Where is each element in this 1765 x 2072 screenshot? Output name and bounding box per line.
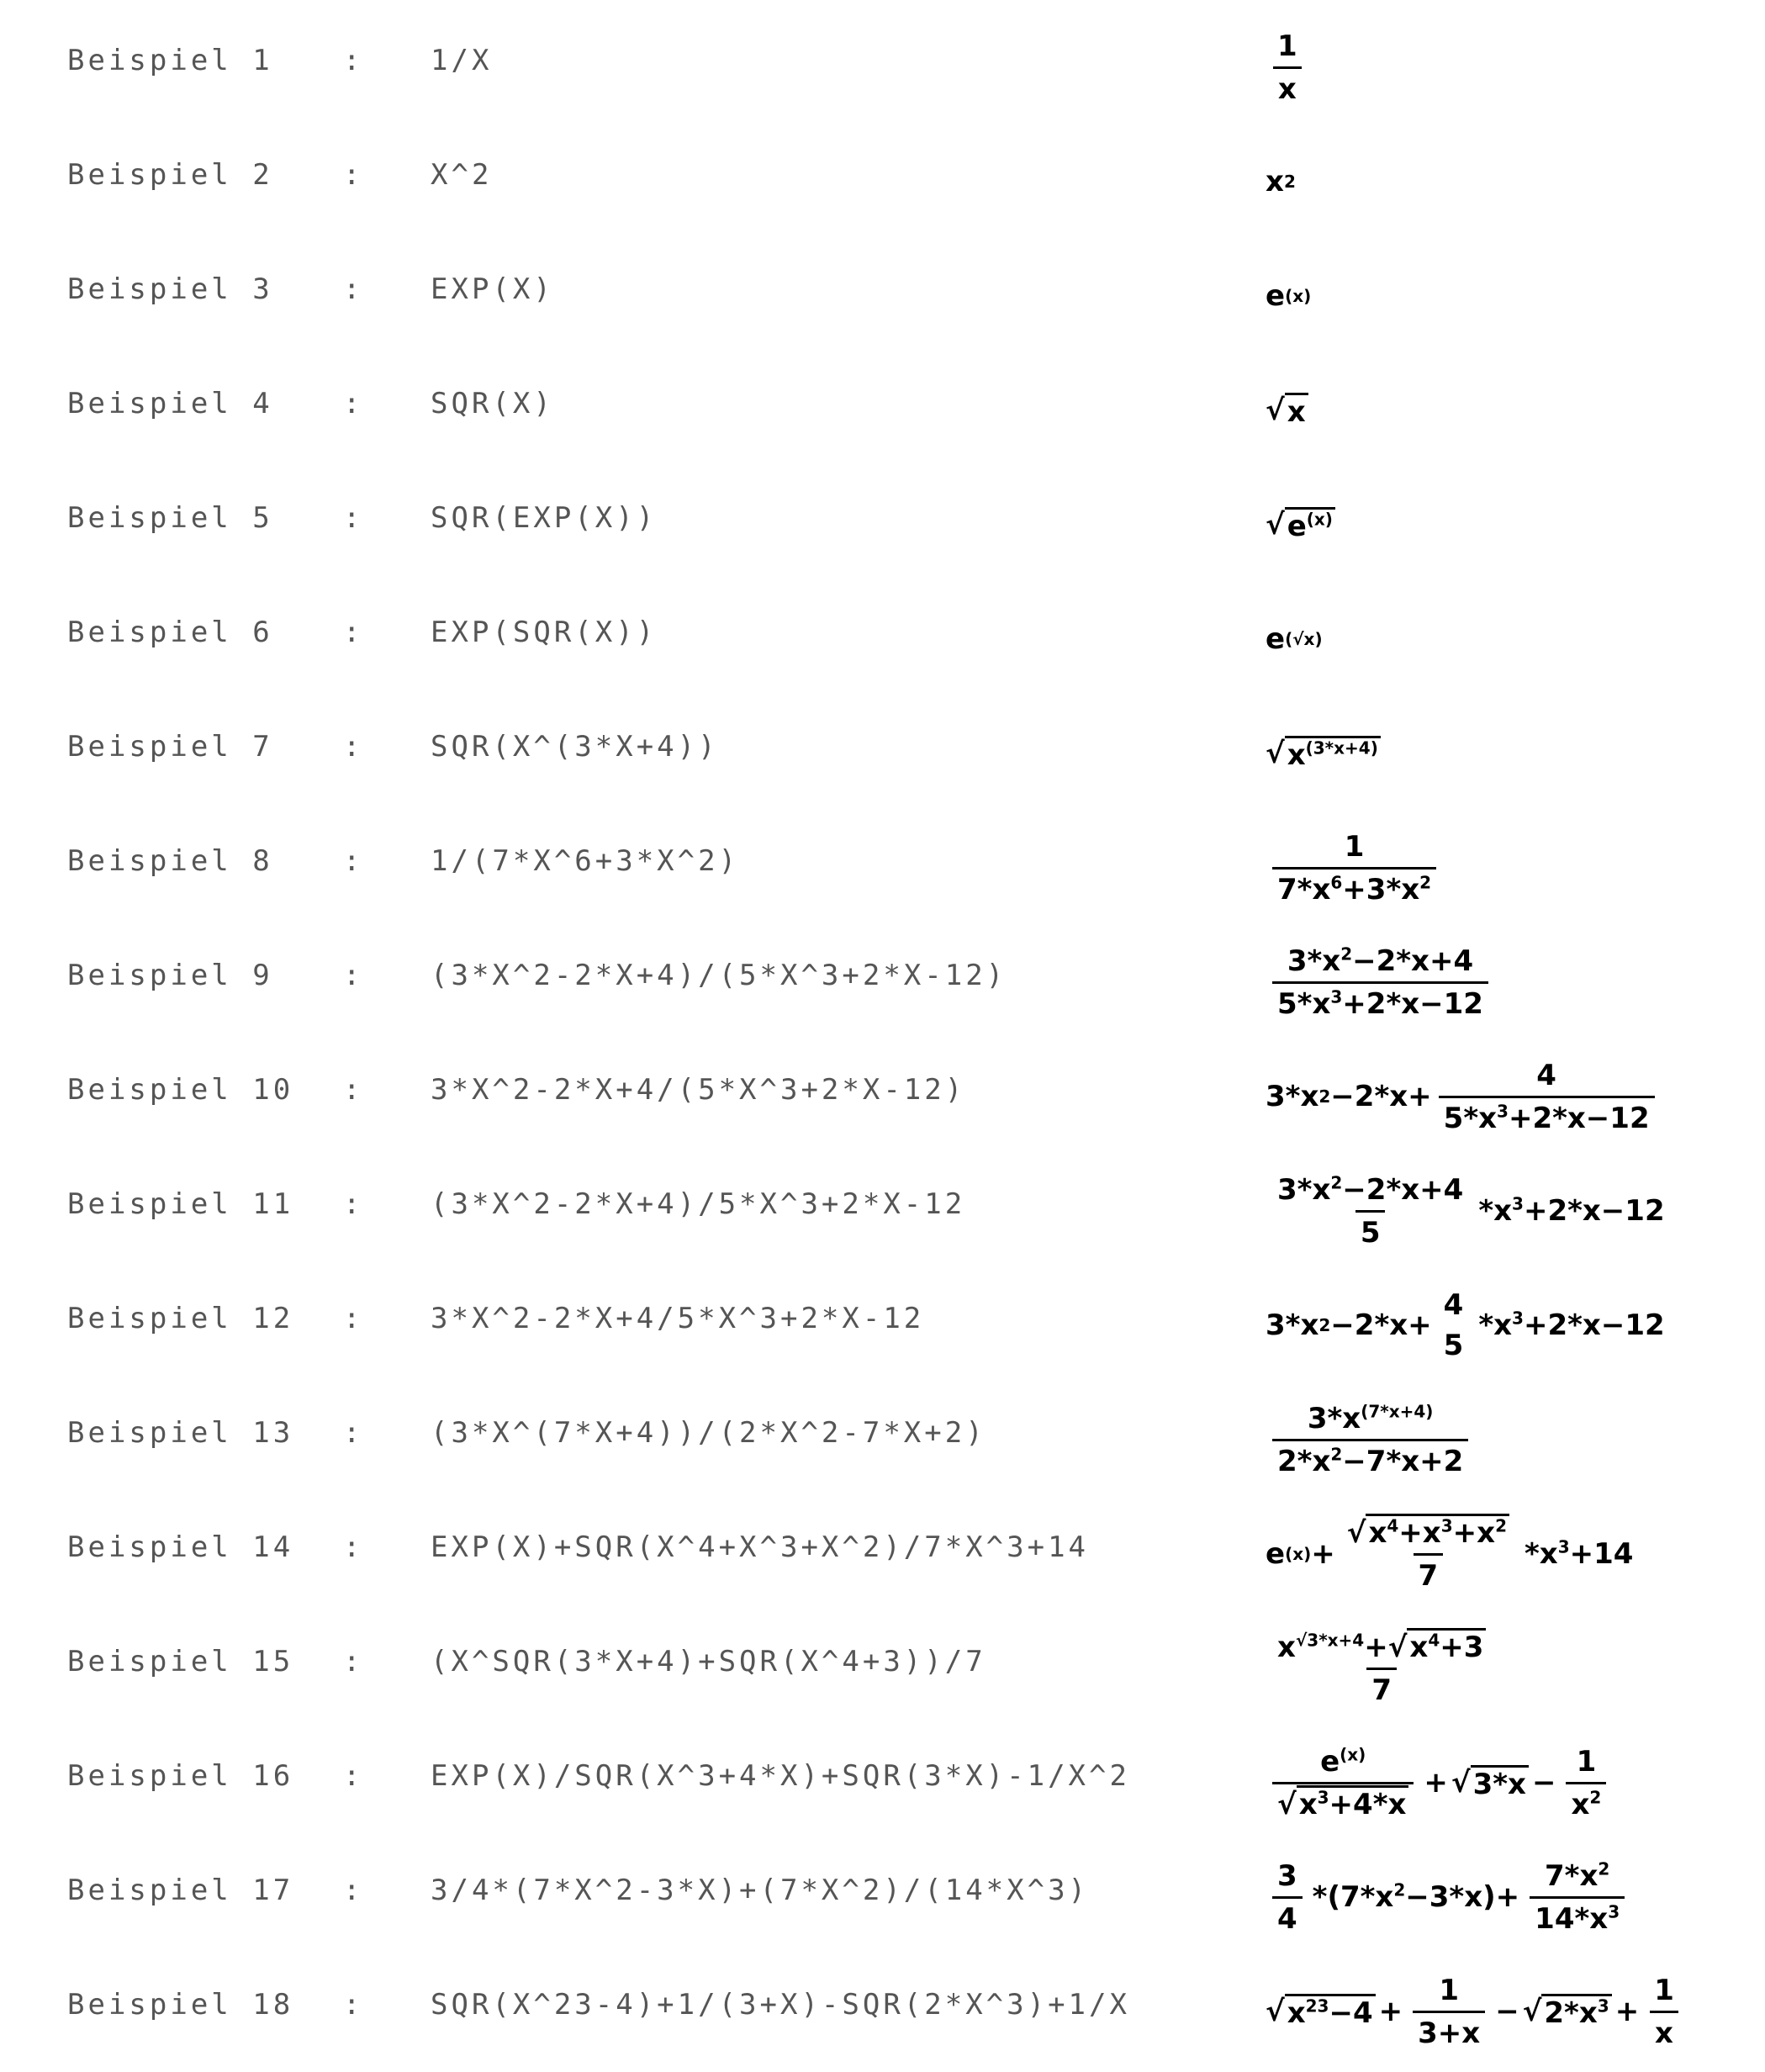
colon: : [343,1988,364,2022]
radical-sign: √ [1346,1515,1366,1550]
rendered-formula: 3*x 2 −2*x+ 4 5 $*x^3+2*x-12$ [1266,1288,1665,1362]
example-row [0,468,1765,582]
colon: : [343,959,364,992]
numerator: $3*x^2-2*x+4$ [1277,1172,1464,1207]
fraction [1439,1059,1655,1135]
fraction [1342,1516,1514,1593]
input-expression: (3*X^2-2*X+4)/(5*X^3+2*X-12) [431,959,1007,992]
radical-sign: √ [1277,1787,1297,1821]
formula-tail: $*x^3+14$ [1524,1536,1634,1571]
fraction [1272,1631,1491,1707]
fraction [1649,1974,1679,2050]
example-row [0,1840,1765,1954]
input-expression: (3*X^2-2*X+4)/5*X^3+2*X-12 [431,1187,966,1221]
example-label: Beispiel 18 [67,1988,294,2022]
example-label: Beispiel 2 [67,158,273,192]
formula-middle: $*(7*x^2-3*x)+$ [1312,1879,1520,1914]
fraction [1272,944,1488,1021]
radical-sign: √ [1451,1766,1471,1800]
radical-sign: √ [1387,1630,1408,1664]
example-label: Beispiel 16 [67,1759,294,1793]
numerator: 1 [1654,1973,1674,2007]
operator: − [1531,1766,1556,1800]
example-label: Beispiel 14 [67,1530,294,1564]
fraction [1272,1173,1468,1250]
input-expression: 1/(7*X^6+3*X^2) [431,844,740,878]
example-label: Beispiel 12 [67,1302,294,1335]
base: e [1266,279,1286,313]
denominator: x [1273,66,1302,106]
example-row [0,1726,1765,1840]
rendered-formula [1266,1732,1613,1833]
rendered-formula [1266,474,1335,575]
denominator: 7 [1414,1553,1444,1593]
radical-sign: √ [1522,1995,1542,2028]
denominator: $14*x^3$ [1530,1896,1625,1936]
operator: + [1378,1995,1403,2028]
example-row [0,1039,1765,1154]
radical-sign: √ [1266,508,1285,542]
denominator: x [1650,2011,1678,2050]
rendered-formula [1266,932,1495,1033]
radicand: $e^{(x)}$ [1285,507,1335,543]
denominator: $√x^3+4*x$ [1272,1782,1414,1821]
input-expression: EXP(SQR(X)) [431,616,658,649]
example-row [0,1497,1765,1611]
denominator: $5*x^3+2*x-12$ [1272,981,1488,1021]
example-row [0,10,1765,124]
rendered-formula [1266,360,1308,461]
rendered-formula [1266,1618,1498,1719]
example-row [0,1382,1765,1497]
example-label: Beispiel 5 [67,501,273,535]
input-expression: EXP(X)+SQR(X^4+X^3+X^2)/7*X^3+14 [431,1530,1090,1564]
input-expression: EXP(X)/SQR(X^3+4*X)+SQR(3*X)-1/X^2 [431,1759,1130,1793]
fraction [1566,1745,1606,1821]
rendered-formula [1266,1961,1686,2062]
rendered-formula [1266,703,1381,804]
input-expression: EXP(X) [431,272,554,306]
formula-tail: $*x^3+2*x-12$ [1478,1193,1665,1228]
rendered-formula: e (x) [1266,279,1312,313]
colon: : [343,616,364,649]
example-label: Beispiel 7 [67,730,273,764]
base: e [1266,622,1286,656]
colon: : [343,272,364,306]
rendered-formula [1266,1160,1668,1261]
example-label: Beispiel 6 [67,616,273,649]
colon: : [343,730,364,764]
example-label: Beispiel 11 [67,1187,294,1221]
example-row [0,811,1765,925]
example-row [0,1611,1765,1726]
fraction [1272,1745,1414,1821]
fraction [1272,1402,1468,1478]
denominator: 5 [1443,1329,1464,1362]
denominator: $5*x^3+2*x-12$ [1439,1096,1655,1135]
rendered-formula [1266,1847,1631,1948]
example-row [0,239,1765,353]
colon: : [343,1302,364,1335]
example-label: Beispiel 10 [67,1073,294,1107]
rendered-formula: e (x) + $\frac{√x^4+x^3+x^2}{7}$ $*x^3+14$ [1266,1504,1636,1604]
input-expression: 3*X^2-2*X+4/(5*X^3+2*X-12) [431,1073,966,1107]
example-label: Beispiel 9 [67,959,273,992]
denominator: 7 [1366,1668,1397,1707]
input-expression: SQR(EXP(X)) [431,501,658,535]
base: x [1266,165,1284,198]
example-label: Beispiel 1 [67,44,273,77]
example-row [0,582,1765,696]
fraction [1530,1859,1625,1936]
fraction [1413,1974,1485,2050]
denominator: $2*x^2-7*x+2$ [1272,1439,1468,1478]
numerator: 1 [1277,29,1297,63]
example-row [0,696,1765,811]
example-label: Beispiel 8 [67,844,273,878]
radical-sign: √ [1266,394,1285,427]
input-expression: X^2 [431,158,493,192]
example-row [0,925,1765,1039]
numerator: 1 [1576,1744,1597,1779]
rendered-formula: 3*x 2 −2*x+ $\frac{4}{5*x^3+2*x-12}$ [1266,1046,1662,1147]
fraction [1439,1288,1469,1362]
fraction [1272,29,1303,106]
fraction [1272,830,1436,906]
example-label: Beispiel 3 [67,272,273,306]
numerator: 1 [1439,1973,1459,2007]
numerator: $3*x^{(7*x+4)}$ [1307,1401,1434,1435]
numerator: $e^{(x)}$ [1320,1744,1366,1779]
numerator: 1 [1344,829,1365,864]
radical-sign: √ [1266,737,1285,770]
operator: + [1424,1766,1448,1800]
example-label: Beispiel 13 [67,1416,294,1450]
colon: : [343,1416,364,1450]
colon: : [343,1073,364,1107]
colon: : [343,1530,364,1564]
colon: : [343,1187,364,1221]
example-label: Beispiel 4 [67,387,273,420]
example-row [0,1268,1765,1382]
radical-sign: √ [1266,1995,1285,2028]
denominator: 3+x [1413,2011,1485,2050]
input-expression: 3/4*(7*X^2-3*X)+(7*X^2)/(14*X^3) [431,1874,1090,1907]
input-expression: SQR(X^23-4)+1/(3+X)-SQR(2*X^3)+1/X [431,1988,1130,2022]
numerator: $7*x^2$ [1545,1858,1610,1893]
denominator: $7*x^6+3*x^2$ [1272,867,1436,906]
input-expression: (3*X^(7*X+4))/(2*X^2-7*X+2) [431,1416,986,1450]
radicand: $x^{23}-4$ [1285,1994,1376,2030]
input-expression: 3*X^2-2*X+4/5*X^3+2*X-12 [431,1302,925,1335]
fraction [1272,1859,1303,1936]
numerator: 3 [1277,1858,1297,1893]
numerator: 4 [1443,1288,1464,1322]
rendered-formula: x 2 [1266,165,1296,198]
example-row [0,353,1765,468]
example-label: Beispiel 15 [67,1645,294,1678]
input-expression: SQR(X^(3*X+4)) [431,730,719,764]
rendered-formula [1266,17,1309,118]
numerator: 4 [1536,1058,1556,1092]
colon: : [343,158,364,192]
rendered-formula: e (√x) [1266,622,1323,656]
input-expression: (X^SQR(3*X+4)+SQR(X^4+3))/7 [431,1645,986,1678]
denominator: 5 [1355,1210,1386,1250]
rendered-formula [1266,1389,1475,1490]
colon: : [343,844,364,878]
operator: + [1614,1995,1640,2028]
radicand: x [1285,393,1308,429]
colon: : [343,501,364,535]
numerator: $x^{√3*x+4}+√x^4+3$ [1272,1631,1491,1668]
numerator: $3*x^2-2*x+4$ [1287,944,1474,978]
operator: − [1495,1995,1519,2028]
radicand: 3*x [1471,1765,1529,1801]
radicand: $2*x^3$ [1541,1994,1611,2030]
example-row [0,1954,1765,2069]
rendered-formula [1266,817,1443,918]
denominator: 4 [1272,1896,1303,1936]
radicand: $x^{(3*x+4)}$ [1285,736,1381,772]
colon: : [343,1645,364,1678]
example-row [0,1154,1765,1268]
colon: : [343,44,364,77]
input-expression: 1/X [431,44,493,77]
example-row [0,124,1765,239]
denominator: $x^2$ [1566,1782,1606,1821]
numerator: $√x^4+x^3+x^2$ [1342,1516,1514,1553]
input-expression: SQR(X) [431,387,554,420]
example-label: Beispiel 17 [67,1874,294,1907]
formula-tail: $*x^3+2*x-12$ [1478,1308,1665,1342]
colon: : [343,1759,364,1793]
colon: : [343,387,364,420]
colon: : [343,1874,364,1907]
